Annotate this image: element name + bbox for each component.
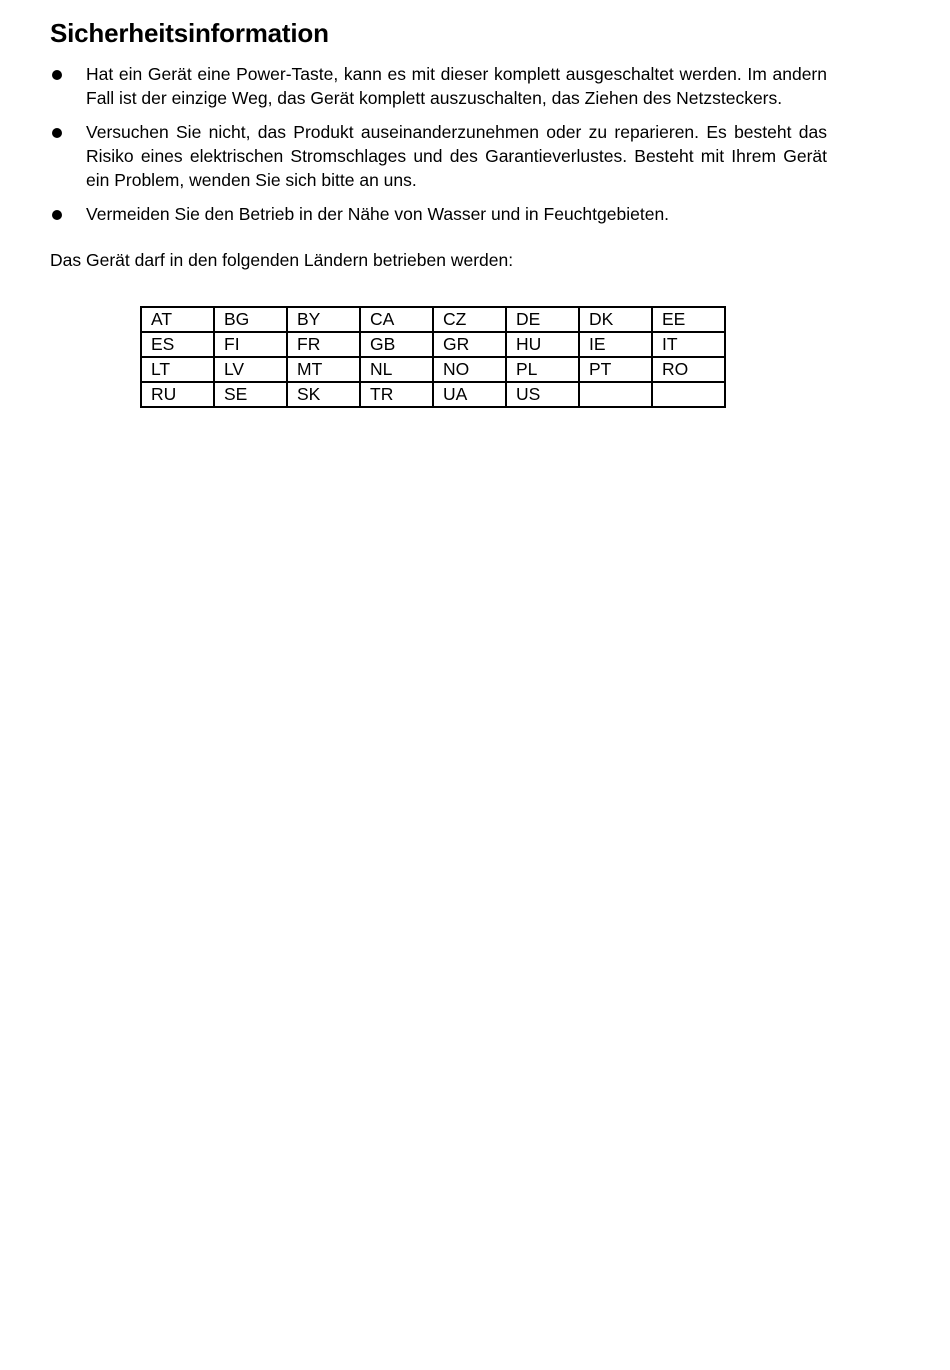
country-cell (652, 382, 725, 407)
country-cell: TR (360, 382, 433, 407)
country-cell: EE (652, 307, 725, 332)
country-cell: IT (652, 332, 725, 357)
table-row (141, 382, 725, 407)
country-cell: ES (141, 332, 214, 357)
safety-item-text: Hat ein Gerät eine Power-Taste, kann es mit dieser komplett ausgeschaltet werden. Im andern Fall ist der einzige Weg, das Gerät komplett auszuschalten, das Ziehen des Netzsteckers. (86, 64, 827, 108)
safety-item (50, 120, 827, 192)
table-row (141, 357, 725, 382)
countries-intro: Das Gerät darf in den folgenden Ländern betrieben werden: (50, 250, 514, 270)
country-cell: RU (141, 382, 214, 407)
country-cell: AT (141, 307, 214, 332)
bullet-icon (52, 210, 62, 220)
country-cell: GR (433, 332, 506, 357)
country-cell: FR (287, 332, 360, 357)
country-cell: BG (214, 307, 287, 332)
country-cell: PT (579, 357, 652, 382)
country-cell: CA (360, 307, 433, 332)
bullet-icon (52, 70, 62, 80)
page-title: Sicherheitsinformation (50, 18, 329, 48)
safety-item-text: Versuchen Sie nicht, das Produkt auseinanderzunehmen oder zu reparieren. Es besteht das Risiko eines elektrischen Stromschlages und des Garantieverlustes. Besteht mit Ihrem Gerät ein Problem, wenden Sie sich bitte an uns. (86, 122, 827, 190)
safety-item-text: Vermeiden Sie den Betrieb in der Nähe von Wasser und in Feuchtgebieten. (86, 204, 670, 224)
document-page (50, 14, 827, 272)
country-cell: MT (287, 357, 360, 382)
country-cell: RO (652, 357, 725, 382)
country-cell: BY (287, 307, 360, 332)
country-cell: IE (579, 332, 652, 357)
country-cell: DK (579, 307, 652, 332)
country-cell: HU (506, 332, 579, 357)
country-cell: FI (214, 332, 287, 357)
country-cell: UA (433, 382, 506, 407)
country-cell: DE (506, 307, 579, 332)
safety-item (50, 62, 827, 110)
safety-item (50, 202, 827, 226)
country-cell: LV (214, 357, 287, 382)
country-cell (579, 382, 652, 407)
country-cell: CZ (433, 307, 506, 332)
country-cell: NL (360, 357, 433, 382)
table-row (141, 332, 725, 357)
country-cell: LT (141, 357, 214, 382)
country-cell: SK (287, 382, 360, 407)
country-table (140, 306, 726, 408)
safety-list (50, 62, 827, 226)
country-cell: GB (360, 332, 433, 357)
country-cell: NO (433, 357, 506, 382)
country-cell: SE (214, 382, 287, 407)
table-row (141, 307, 725, 332)
country-cell: US (506, 382, 579, 407)
bullet-icon (52, 128, 62, 138)
country-cell: PL (506, 357, 579, 382)
